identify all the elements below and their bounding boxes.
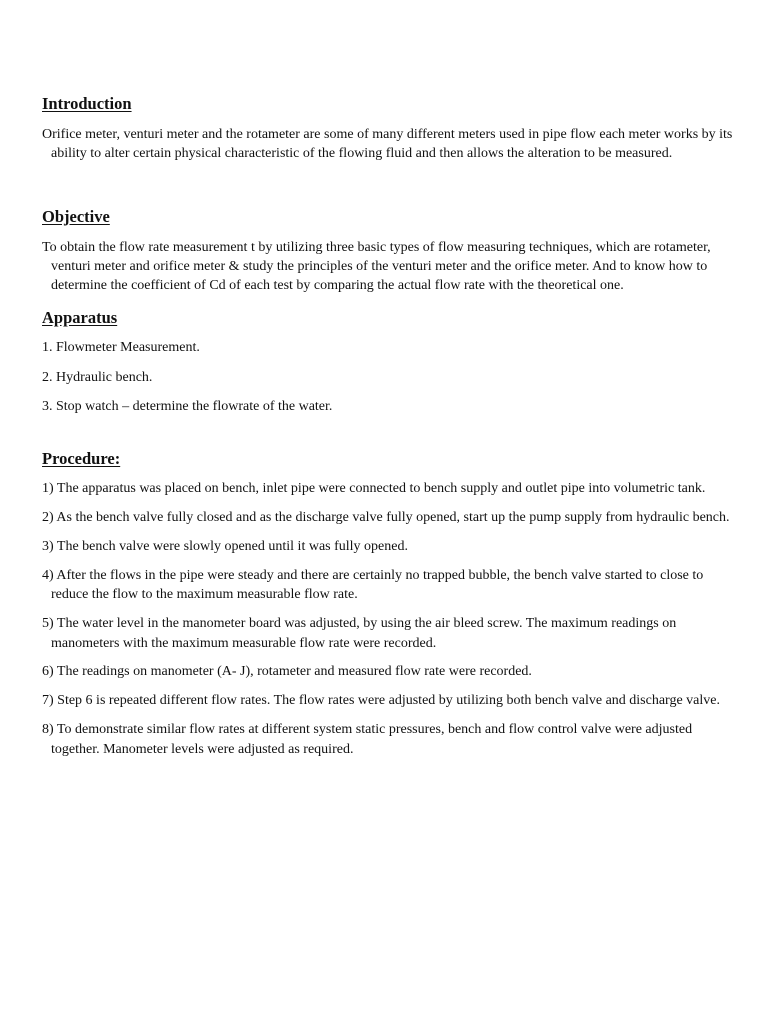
objective-section [42, 207, 736, 296]
apparatus-item: 2. Hydraulic bench. [42, 369, 153, 385]
document-page [42, 94, 736, 768]
procedure-step: 2) As the bench valve fully closed and as the discharge valve fully opened, start up the pump supply from hydraulic bench. [42, 510, 730, 526]
introduction-section [42, 94, 736, 164]
procedure-step: 7) Step 6 is repeated different flow rates. The flow rates were adjusted by utilizing both bench valve and discharge valve. [42, 693, 721, 709]
procedure-step: 3) The bench valve were slowly opened until it was fully opened. [42, 539, 408, 555]
procedure-step: 6) The readings on manometer (A- J), rotameter and measured flow rate were recorded. [42, 664, 532, 680]
procedure-step: 5) The water level in the manometer board was adjusted, by using the air bleed screw. The maximum readings on manometers with the maximum measurable flow rate were recorded. [42, 616, 677, 651]
procedure-section [42, 449, 736, 758]
apparatus-item: 1. Flowmeter Measurement. [42, 340, 200, 356]
procedure-step: 8) To demonstrate similar flow rates at different system static pressures, bench and flow control valve were adjusted together. Manometer levels were adjusted as required. [42, 722, 693, 757]
procedure-heading: Procedure: [42, 449, 121, 469]
procedure-list [42, 479, 736, 758]
introduction-paragraph: Orifice meter, venturi meter and the rotameter are some of many different meters used in pipe flow each meter works by its ability to alter certain physical characteristic of the flowing fluid and then allows the alteration to be measured. [42, 127, 733, 162]
introduction-heading: Introduction [42, 94, 132, 113]
procedure-step: 1) The apparatus was placed on bench, inlet pipe were connected to bench supply and outlet pipe into volumetric tank. [42, 481, 706, 497]
objective-paragraph: To obtain the flow rate measurement t by utilizing three basic types of flow measuring techniques, which are rotameter, venturi meter and orifice meter & study the principles of the venturi meter and the orifice meter. And to know how to determine the coefficient of Cd of each test by comparing the actual flow rate with the theoretical one. [42, 239, 711, 294]
apparatus-list [42, 338, 736, 416]
apparatus-item: 3. Stop watch – determine the flowrate of the water. [42, 399, 333, 415]
objective-heading: Objective [42, 206, 110, 226]
procedure-step: 4) After the flows in the pipe were steady and there are certainly no trapped bubble, the bench valve started to close to reduce the flow to the maximum measurable flow rate. [42, 568, 704, 603]
apparatus-heading: Apparatus [42, 308, 118, 328]
apparatus-section [42, 308, 736, 416]
